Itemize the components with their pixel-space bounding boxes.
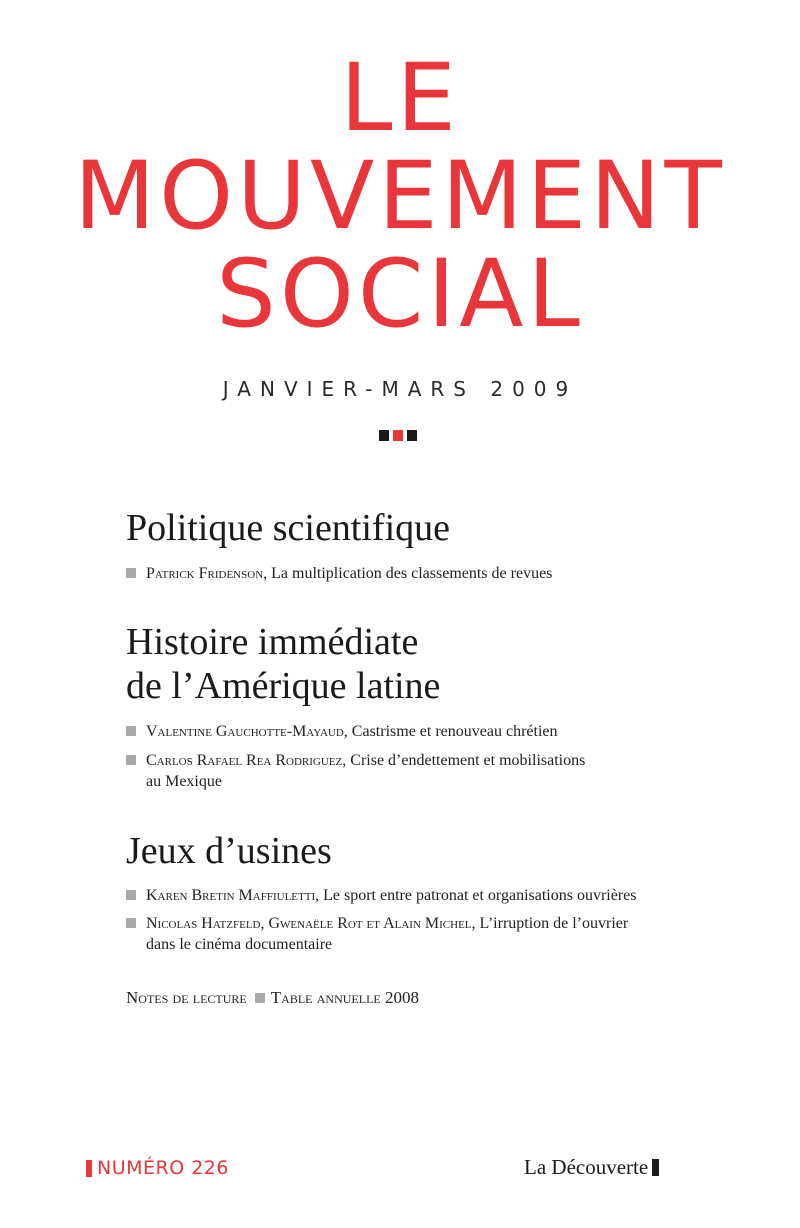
ornament-square-1-icon — [379, 430, 389, 441]
journal-title-line-2: MOUVEMENT — [74, 142, 726, 251]
rubric-notes: Notes de lecture — [126, 988, 247, 1007]
section-title-histoire-line-1: Histoire immédiate — [126, 621, 419, 663]
article-item: Carlos Rafael Rea Rodriguez, Crise d’endettement et mobilisations au Mexique — [126, 750, 686, 792]
square-bullet-icon — [126, 918, 136, 928]
journal-title-line-1: LE — [340, 44, 460, 153]
black-bar-icon — [652, 1159, 659, 1176]
square-bullet-icon — [126, 755, 136, 765]
article-author: Patrick Fridenson — [146, 565, 264, 582]
article-title-continuation: au Mexique — [146, 773, 222, 790]
square-bullet-icon — [126, 726, 136, 736]
issue-number — [86, 1157, 229, 1179]
article-title-continuation: dans le cinéma documentaire — [146, 936, 333, 953]
issue-date: JANVIER-MARS 2009 — [222, 377, 578, 401]
ornament-square-2-icon — [393, 430, 403, 441]
article-title: La multiplication des classements de revues — [271, 565, 553, 582]
article-item: Valentine Gauchotte-Mayaud, Castrisme et renouveau chrétien — [126, 721, 686, 742]
square-bullet-icon — [255, 993, 265, 1003]
article-author: Valentine Gauchotte-Mayaud — [146, 723, 344, 740]
article-title: Crise d’endettement et mobilisations — [350, 752, 586, 769]
section-title-politique: Politique scientifique — [126, 507, 451, 549]
rubric-table: Table annuelle 2008 — [270, 988, 419, 1007]
article-author: Carlos Rafael Rea Rodriguez — [146, 752, 343, 769]
publisher — [524, 1155, 659, 1180]
article-item: Nicolas Hatzfeld, Gwenaële Rot et Alain Michel, L’irruption de l’ouvrier dans le cinéma documentaire — [126, 913, 686, 955]
section-title-jeux: Jeux d’usines — [126, 830, 332, 872]
square-bullet-icon — [126, 568, 136, 578]
article-title: L’irruption de l’ouvrier — [479, 915, 629, 932]
rubrics-line — [126, 988, 419, 1008]
square-ornament — [379, 430, 417, 441]
section-title-histoire-line-2: de l’Amérique latine — [126, 665, 441, 707]
journal-title-line-3: SOCIAL — [216, 240, 584, 349]
publisher-name: La Découverte — [524, 1155, 649, 1179]
article-author: Karen Bretin Maffiuletti — [146, 887, 316, 904]
red-bar-icon — [86, 1160, 92, 1177]
article-item: Karen Bretin Maffiuletti, Le sport entre patronat et organisations ouvrières — [126, 885, 686, 906]
article-author: Nicolas Hatzfeld, Gwenaële Rot et Alain Michel — [146, 915, 472, 932]
article-title: Castrisme et renouveau chrétien — [351, 723, 558, 740]
article-item: Patrick Fridenson, La multiplication des classements de revues — [126, 563, 686, 584]
ornament-square-3-icon — [407, 430, 417, 441]
issue-number-text: NUMÉRO 226 — [97, 1157, 229, 1179]
square-bullet-icon — [126, 890, 136, 900]
article-title: Le sport entre patronat et organisations ouvrières — [323, 887, 637, 904]
